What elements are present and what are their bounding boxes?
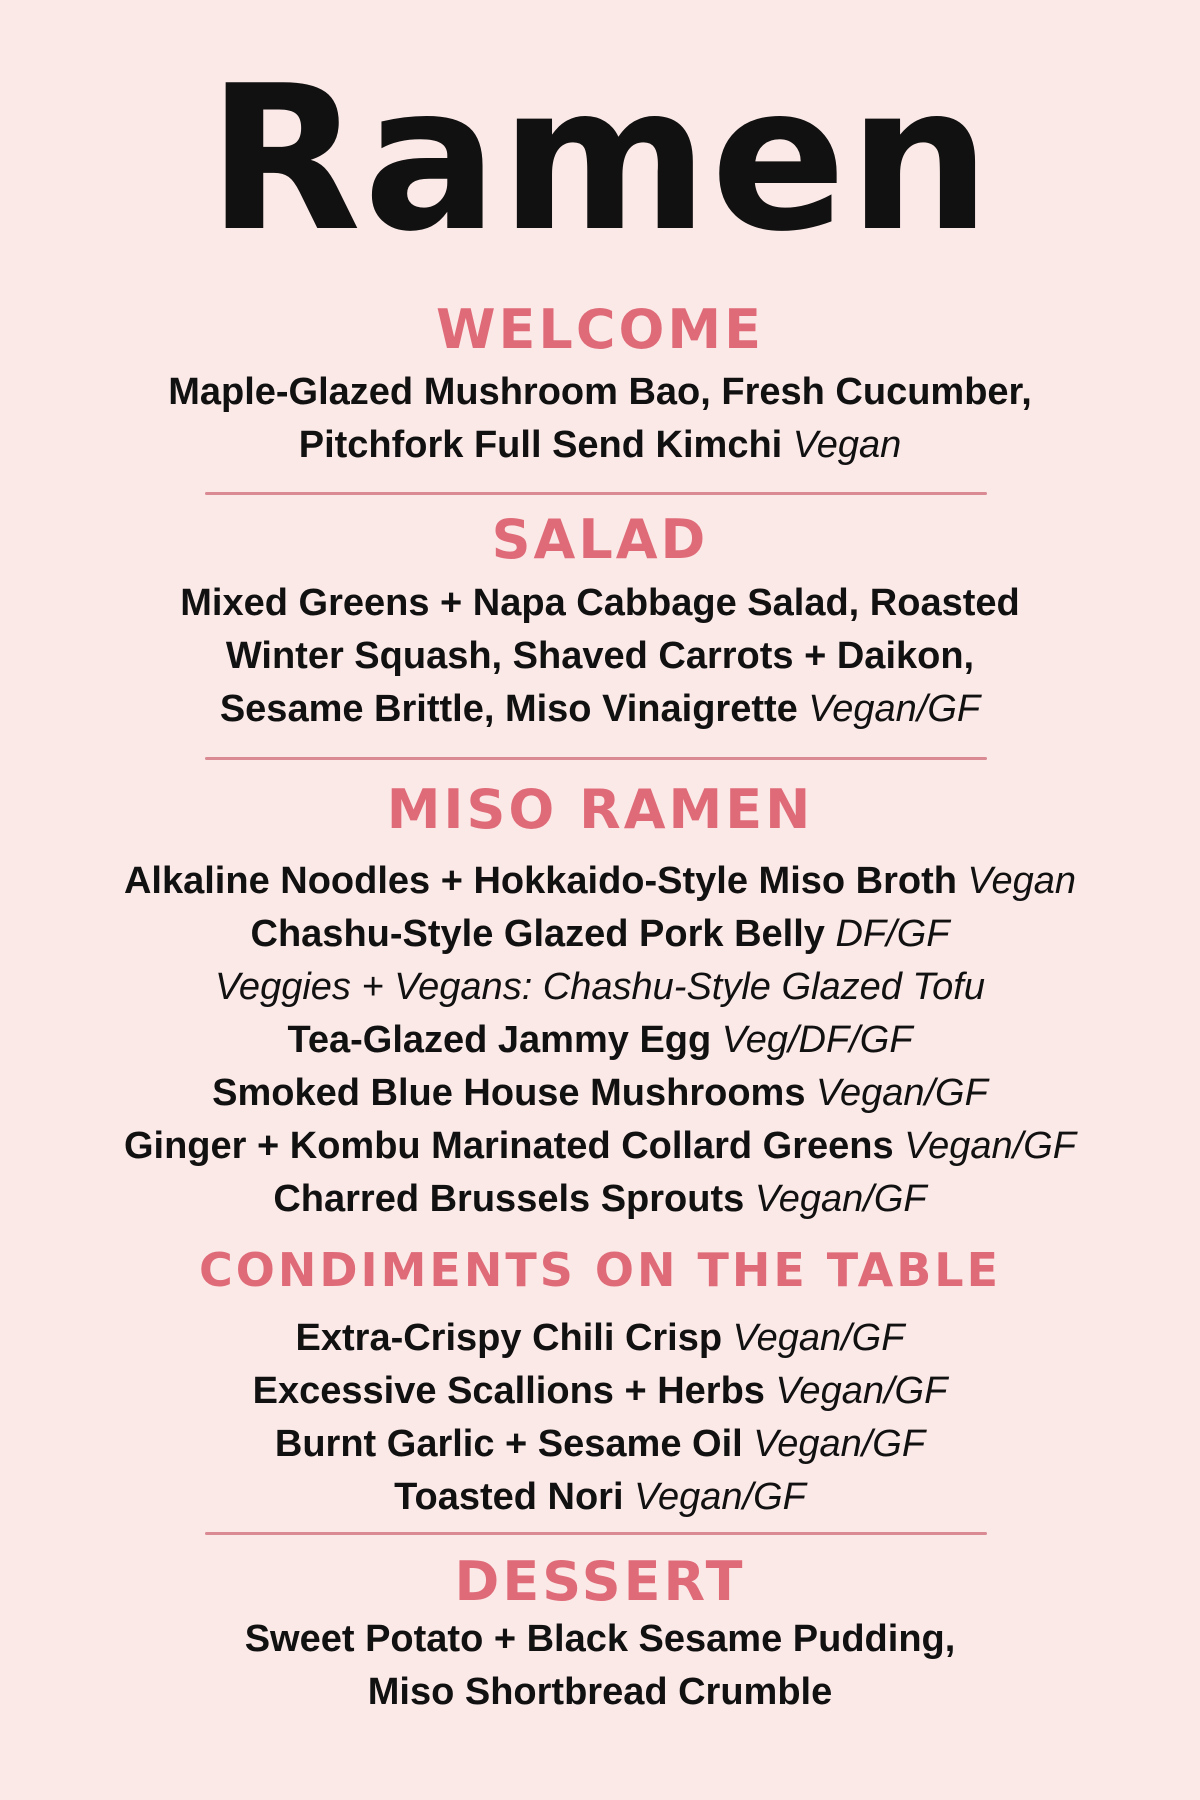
item-text: Sesame Brittle, Miso Vinaigrette [219,688,798,730]
menu-item [0,1613,1200,1666]
section-lines-condiments [0,1312,1200,1524]
item-text: Tea-Glazed Jammy Egg [287,1019,712,1061]
menu-item [0,908,1200,961]
item-text: Burnt Garlic + Sesame Oil [274,1423,743,1465]
menu-item [0,419,1200,472]
item-text: Charred Brussels Sprouts [273,1178,745,1220]
item-text: Chashu-Style Glazed Pork Belly [250,913,825,955]
menu-item [0,1014,1200,1067]
menu-item-alternative [0,961,1200,1014]
menu-item [0,1173,1200,1226]
diet-note: Vegan/GF [904,1125,1077,1167]
diet-note: Vegan/GF [775,1370,948,1412]
menu-item [0,630,1200,683]
section-heading-miso-ramen: MISO RAMEN [386,778,814,841]
item-text: Extra-Crispy Chili Crisp [295,1317,723,1359]
diet-note: Vegan [792,424,902,466]
section-heading-welcome: WELCOME [435,298,765,361]
section-divider [205,757,987,760]
item-text: Maple-Glazed Mushroom Bao, Fresh Cucumber, [168,371,1032,413]
menu-item [0,1471,1200,1524]
menu-title: Ramen [207,43,993,276]
menu-item [0,366,1200,419]
diet-note: Vegan/GF [732,1317,905,1359]
item-text: Alkaline Noodles + Hokkaido-Style Miso Broth [123,860,957,902]
section-lines-salad [0,577,1200,736]
item-text: Toasted Nori [394,1476,624,1518]
section-lines-dessert [0,1613,1200,1719]
diet-note: DF/GF [835,913,950,955]
menu-item [0,855,1200,908]
item-text: Winter Squash, Shaved Carrots + Daikon, [225,635,975,677]
item-text: Ginger + Kombu Marinated Collard Greens [123,1125,894,1167]
menu-item [0,1365,1200,1418]
section-heading-dessert: DESSERT [454,1550,746,1613]
menu-item [0,1067,1200,1120]
alternative-note: Veggies + Vegans: Chashu-Style Glazed Tofu [215,966,985,1008]
section-lines-miso-ramen [0,855,1200,1226]
menu-item [0,1666,1200,1719]
menu-item [0,1418,1200,1471]
item-text: Miso Shortbread Crumble [367,1671,833,1713]
diet-note: Vegan/GF [753,1423,926,1465]
menu-item [0,683,1200,736]
section-divider [205,1532,987,1535]
section-divider [205,492,987,495]
item-text: Smoked Blue House Mushrooms [212,1072,806,1114]
diet-note: Vegan/GF [634,1476,806,1518]
item-text: Pitchfork Full Send Kimchi [298,424,783,466]
section-heading-condiments: CONDIMENTS ON THE TABLE [198,1243,1001,1297]
diet-note: Vegan/GF [816,1072,988,1114]
section-lines-welcome [0,366,1200,472]
menu-item [0,577,1200,630]
item-text: Excessive Scallions + Herbs [252,1370,765,1412]
diet-note: Vegan [967,860,1077,902]
section-heading-salad: SALAD [491,508,709,571]
diet-note: Vegan/GF [754,1178,927,1220]
diet-note: Veg/DF/GF [721,1019,913,1061]
item-text: Mixed Greens + Napa Cabbage Salad, Roasted [180,582,1020,624]
menu-item [0,1312,1200,1365]
diet-note: Vegan/GF [808,688,981,730]
item-text: Sweet Potato + Black Sesame Pudding, [244,1618,956,1660]
menu-item [0,1120,1200,1173]
